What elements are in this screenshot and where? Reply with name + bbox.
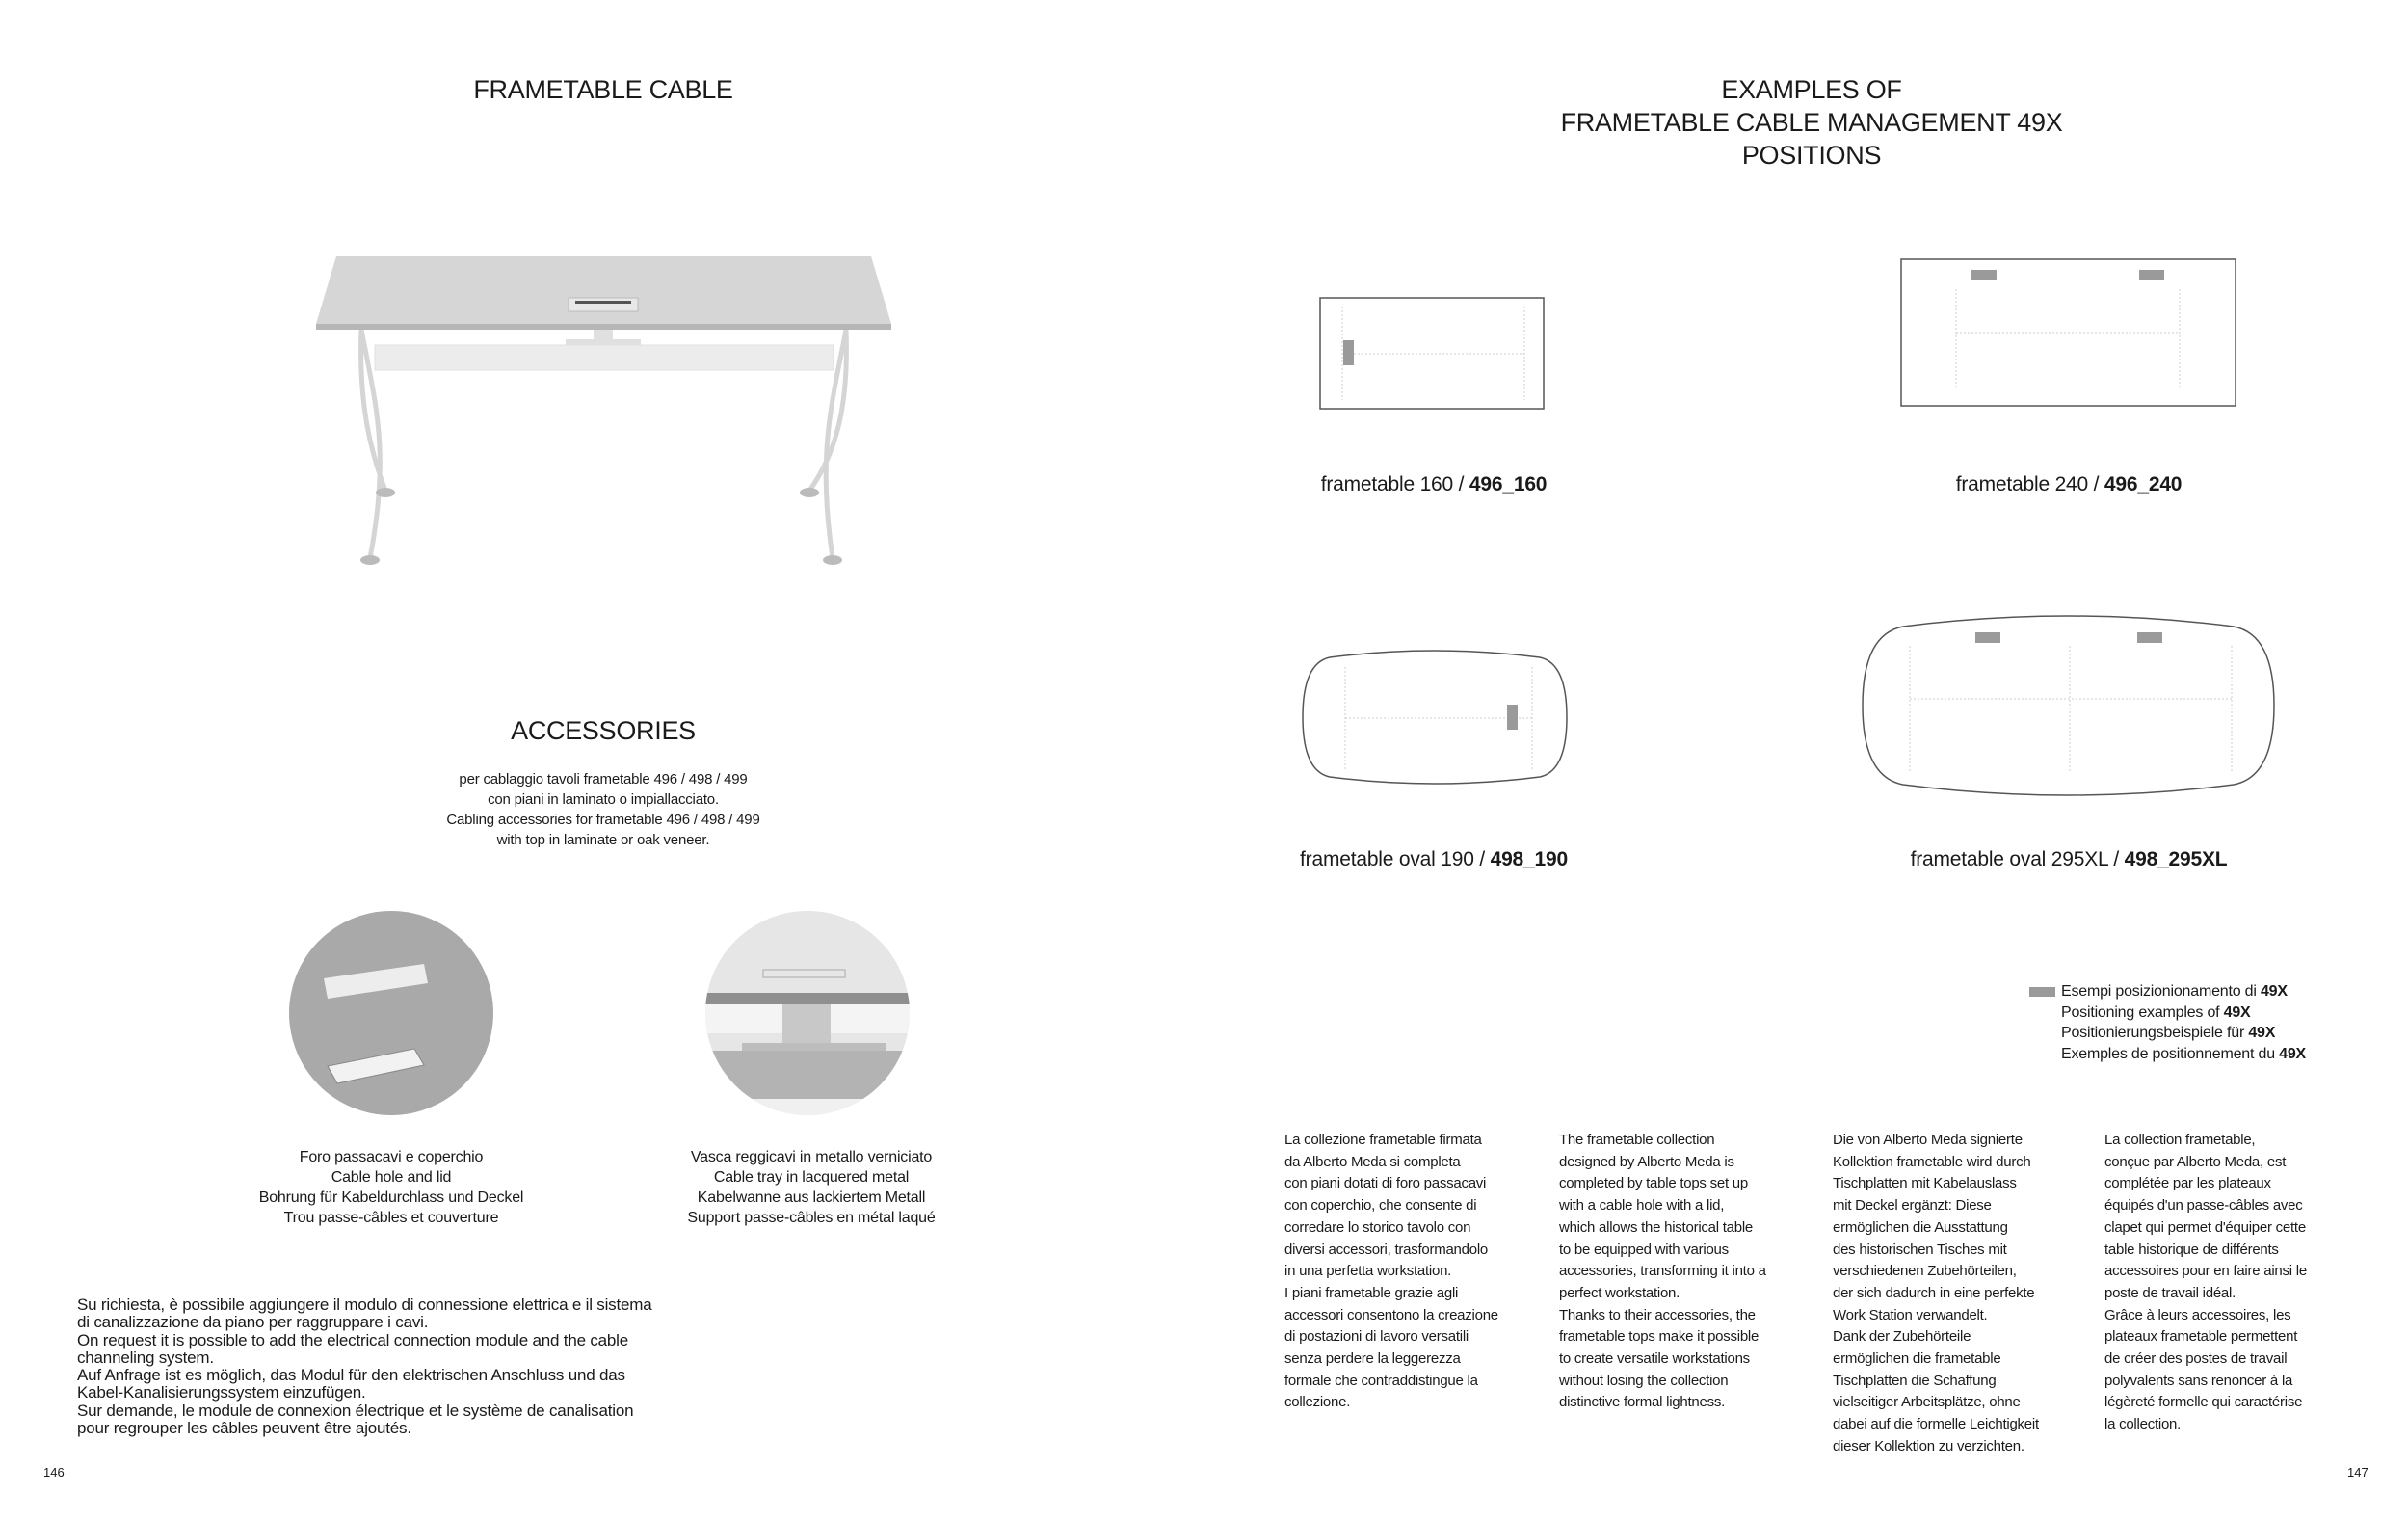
legend-text: Positioning examples of — [2061, 1003, 2224, 1021]
legend-code: 49X — [2260, 983, 2288, 1000]
accessory-caption-cable-hole: Foro passacavi e coperchio Cable hole and lid Bohrung für Kabeldurchlass und Deckel Trou passe-câbles et couverture — [258, 1149, 524, 1226]
text-column-italian: La collezione frametable firmata da Alberto Meda si completa con piani dotati di foro passacavi con coperchio, che consente di corredare lo storico tavolo con diversi accessori, trasformandolo in una perfetta workstation. I piani frametable grazie agli accessori consentono la creazione di postazioni di lavoro versatili senza perdere la leggerezza formale che contraddistingue la collezione. — [1284, 1132, 1498, 1411]
plan-label-240 — [1828, 473, 2310, 496]
legend-swatch — [2029, 987, 2055, 997]
legend — [2061, 981, 2306, 1064]
legend-text: Exemples de positionnement du — [2061, 1045, 2280, 1062]
plan-label-160 — [1193, 473, 1675, 496]
legend-line — [2061, 1044, 2306, 1065]
legend-line — [2061, 981, 2306, 1002]
text-column-german: Die von Alberto Meda signierte Kollektion frametable wird durch Tischplatten mit Kabelauslass mit Deckel ergänzt: Diese ermöglichen die Ausstattung des historischen Tisches mit verschiedenen Zubehörteilen, der sich dadurch in eine perfekte Work Station verwandelt. Dank der Zubehörteile ermöglichen die frametable Tischplatten die Schaffung vielseitiger Arbeitsplätze, ohne dabei auf die formelle Leichtigkeit dieser Kollektion zu verzichten. — [1833, 1132, 2039, 1455]
plan-frametable-160 — [1320, 298, 1544, 409]
legend-code: 49X — [2279, 1045, 2307, 1062]
accessories-subtitle: per cablaggio tavoli frametable 496 / 498 / 499 con piani in laminato o impiallacciato. Cabling accessories for frametable 496 / 498 / 499 with top in laminate or oak veneer. — [446, 771, 760, 848]
plan-name: frametable oval 295XL / — [1910, 848, 2125, 870]
plan-frametable-240 — [1901, 259, 2236, 406]
cable-tray-image — [703, 906, 915, 1137]
page-number-right: 147 — [2347, 1465, 2368, 1480]
examples-title: EXAMPLES OF FRAMETABLE CABLE MANAGEMENT 49X POSITIONS — [1560, 75, 2063, 170]
plan-frametable-oval-190 — [1303, 651, 1567, 784]
legend-text: Positionierungsbeispiele für — [2061, 1025, 2249, 1041]
cable-hole-lid-image — [289, 911, 493, 1115]
plan-code: 498_190 — [1490, 848, 1568, 870]
plan-label-oval-190 — [1193, 848, 1675, 871]
page-title-frametable-cable: FRAMETABLE CABLE — [473, 75, 733, 104]
plan-name: frametable 160 / — [1320, 473, 1469, 495]
frametable-render — [316, 256, 891, 565]
electrical-module-note: Su richiesta, è possibile aggiungere il modulo di connessione elettrica e il sistema di canalizzazione da piano per raggruppare i cavi. On request it is possible to add the electrical connection module and the cable channeling system. Auf Anfrage ist es möglich, das Modul für den elektrischen Anschluss und das Kabel-Kanalisierungssystem einzufügen. Sur demande, le module de connexion électrique et le système de canalisation pour regrouper les câbles peuvent être ajoutés. — [77, 1295, 652, 1438]
text-column-english: The frametable collection designed by Alberto Meda is completed by table tops set up with a cable hole with a lid, which allows the historical table to be equipped with various accessories, transforming it into a perfect workstation. Thanks to their accessories, the frametable tops make it possible to create versatile workstations without losing the collection distinctive formal lightness. — [1559, 1132, 1766, 1411]
legend-code: 49X — [2223, 1003, 2251, 1021]
plan-name: frametable 240 / — [1955, 473, 2104, 495]
plan-name: frametable oval 190 / — [1300, 848, 1491, 870]
plan-frametable-oval-295xl — [1863, 616, 2274, 795]
plan-label-oval-295xl — [1828, 848, 2310, 871]
accessory-caption-cable-tray: Vasca reggicavi in metallo verniciato Cable tray in lacquered metal Kabelwanne aus lackiertem Metall Support passe-câbles en métal laqué — [687, 1149, 936, 1226]
plan-code: 496_160 — [1469, 473, 1548, 495]
accessories-title: ACCESSORIES — [511, 716, 696, 745]
legend-text: Esempi posizionionamento di — [2061, 983, 2261, 1000]
plan-code: 496_240 — [2104, 473, 2183, 495]
legend-code: 49X — [2248, 1025, 2276, 1041]
plan-code: 498_295XL — [2124, 848, 2228, 870]
text-column-french: La collection frametable, conçue par Alberto Meda, est complétée par les plateaux équipés d'un passe-câbles avec clapet qui permet d'équiper cette table historique de différents accessoires pour en faire ainsi le poste de travail idéal. Grâce à leurs accessoires, les plateaux frametable permettent de créer des postes de travail polyvalents sans renoncer à la légèreté formelle qui caractérise la collection. — [2104, 1132, 2307, 1433]
legend-line — [2061, 1002, 2306, 1024]
legend-line — [2061, 1023, 2306, 1044]
page-number-left: 146 — [43, 1465, 65, 1480]
